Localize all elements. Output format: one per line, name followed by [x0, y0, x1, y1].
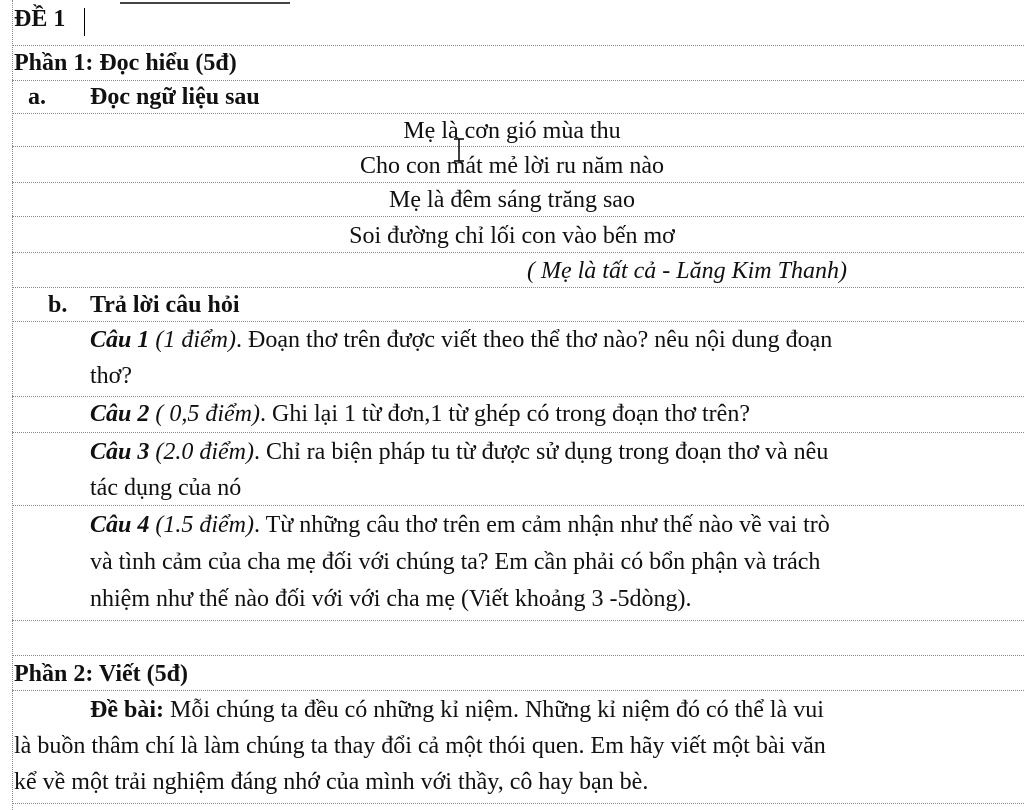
rule-line — [12, 216, 1024, 217]
question-1-text: . Đoạn thơ trên được viết theo thể thơ nào? nêu nội dung đoạn — [236, 327, 833, 353]
question-3 — [90, 437, 828, 467]
section-a-title: Đọc ngữ liệu sau — [90, 84, 260, 110]
part2-heading: Phần 2: Viết (5đ) — [14, 661, 188, 687]
question-3-points: (2.0 điểm) — [149, 439, 254, 465]
rule-line — [12, 690, 1024, 691]
question-2-points: ( 0,5 điểm) — [149, 401, 260, 427]
prompt-label: Đề bài: — [90, 697, 164, 723]
question-4-label: Câu 4 — [90, 512, 150, 538]
rule-line — [12, 182, 1024, 183]
document-title: ĐỀ 1 — [14, 6, 66, 32]
rule-line — [12, 146, 1024, 147]
question-2-label: Câu 2 — [90, 401, 150, 427]
rule-line — [12, 113, 1024, 114]
text-cursor — [84, 8, 85, 36]
top-decoration — [120, 0, 290, 4]
rule-line — [12, 80, 1024, 81]
rule-line — [12, 505, 1024, 506]
section-a-label: a. — [28, 84, 46, 110]
question-4 — [90, 510, 830, 540]
part2-prompt-continued-1: là buồn thâm chí là làm chúng ta thay đổi cả một thói quen. Em hãy viết một bài văn — [14, 733, 826, 759]
question-3-label: Câu 3 — [90, 439, 150, 465]
ibeam-cursor-icon — [452, 138, 466, 162]
part1-heading: Phần 1: Đọc hiểu (5đ) — [14, 50, 237, 76]
question-2 — [90, 399, 750, 429]
question-1-points: (1 điểm) — [149, 327, 236, 353]
part2-prompt — [90, 695, 824, 725]
section-b-label: b. — [48, 292, 68, 318]
question-4-continued-1: và tình cảm của cha mẹ đối với chúng ta? Em cần phải có bổn phận và trách — [90, 549, 821, 575]
rule-line — [12, 396, 1024, 397]
poem-source: ( Mẹ là tất cả - Lăng Kim Thanh) — [527, 258, 847, 284]
rule-line — [12, 321, 1024, 322]
rule-line — [12, 252, 1024, 253]
poem-line-1: Mẹ là cơn gió mùa thu — [403, 118, 621, 144]
question-4-continued-2: nhiệm như thế nào đối với với cha mẹ (Viết khoảng 3 -5dòng). — [90, 586, 692, 612]
section-b-title: Trả lời câu hỏi — [90, 292, 240, 318]
question-1 — [90, 325, 832, 355]
question-1-label: Câu 1 — [90, 327, 150, 353]
poem-line-3: Mẹ là đêm sáng trăng sao — [389, 187, 635, 213]
poem-line-2: Cho con mát mẻ lời ru năm nào — [360, 153, 664, 179]
part2-prompt-continued-2: kể về một trải nghiệm đáng nhớ của mình với thầy, cô hay bạn bè. — [14, 769, 649, 795]
rule-line — [12, 620, 1024, 621]
question-4-text: . Từ những câu thơ trên em cảm nhận như thế nào về vai trò — [254, 512, 830, 538]
poem-line-4: Soi đường chỉ lối con vào bến mơ — [349, 223, 675, 249]
question-4-points: (1.5 điểm) — [149, 512, 254, 538]
question-2-text: . Ghi lại 1 từ đơn,1 từ ghép có trong đoạn thơ trên? — [260, 401, 750, 427]
prompt-text: Mỗi chúng ta đều có những kỉ niệm. Những kỉ niệm đó có thể là vui — [164, 697, 824, 723]
question-1-continued: thơ? — [90, 363, 133, 389]
rule-line — [12, 655, 1024, 656]
rule-line — [12, 45, 1024, 46]
rule-line — [12, 287, 1024, 288]
question-3-continued: tác dụng của nó — [90, 475, 242, 501]
rule-line — [12, 803, 1024, 804]
rule-line — [12, 432, 1024, 433]
question-3-text: . Chỉ ra biện pháp tu từ được sử dụng trong đoạn thơ và nêu — [254, 439, 829, 465]
